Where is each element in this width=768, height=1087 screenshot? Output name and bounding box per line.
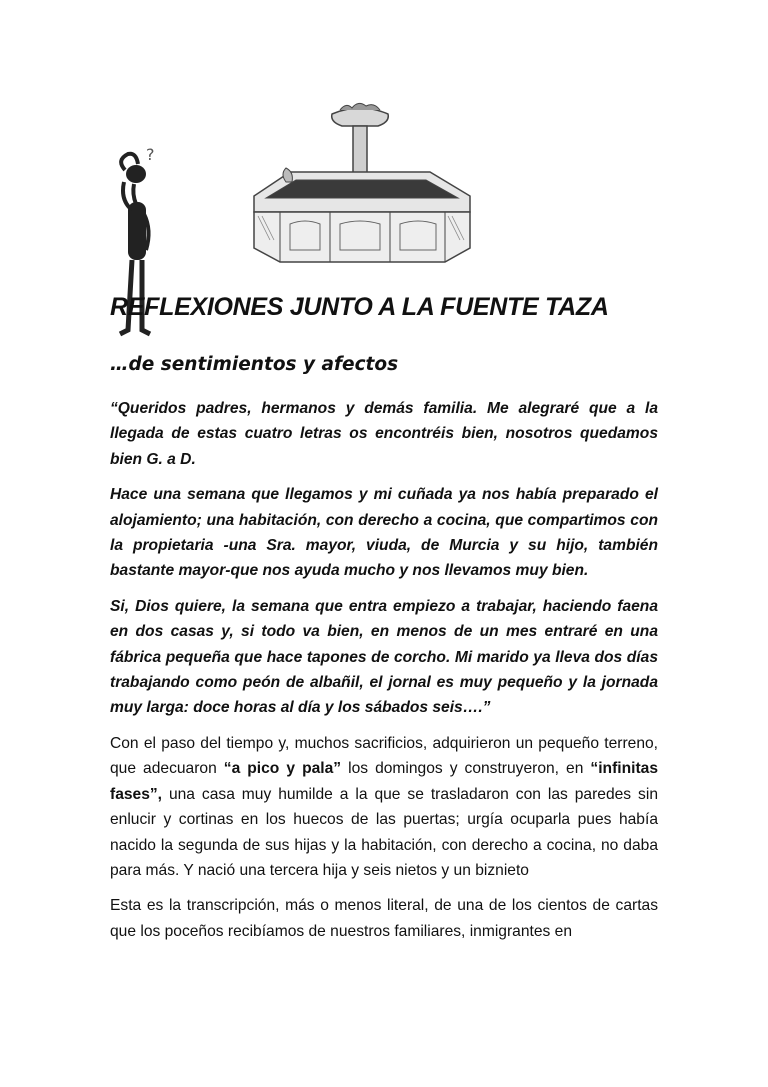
letter-paragraph-1: “Queridos padres, hermanos y demás familia. Me alegraré que a la llegada de estas cuatro letras os encontréis bien, nosotros quedamos bien G. a D. <box>110 400 658 468</box>
narrative-text: los domingos y construyeron, en <box>341 760 591 778</box>
narrative-paragraph-2: Esta es la transcripción, más o menos literal, de una de los cientos de cartas que los poceños recibíamos de nuestros familiares, inmigrantes en <box>110 897 658 940</box>
thinking-figure-icon <box>112 130 172 360</box>
header-illustration <box>100 100 480 270</box>
letter-paragraph-3: Si, Dios quiere, la semana que entra empiezo a trabajar, haciendo faena en dos casas y, si todo va bien, en menos de un mes entraré en una fábrica pequeña que hace tapones de corcho. Mi marido ya lleva dos días trabajando como peón de albañil, el jornal es muy pequeño y la jornada muy larga: doce horas al día y los sábados seis….” <box>110 597 658 717</box>
bold-phrase: “infinitas fases”, <box>110 760 658 803</box>
document-title: REFLEXIONES JUNTO A LA FUENTE TAZA <box>110 293 609 321</box>
narrative-paragraph-1 <box>110 731 658 883</box>
letter-paragraph-2: Hace una semana que llegamos y mi cuñada ya nos había preparado el alojamiento; una habitación, con derecho a cocina, que compartimos con la propietaria -una Sra. mayor, viuda, de Murcia y su hijo, también bastante mayor-que nos ayuda mucho y nos llevamos muy bien. <box>110 486 658 580</box>
question-mark: ? <box>146 145 155 164</box>
document-body <box>110 396 658 944</box>
narrative-text: una casa muy humilde a la que se trasladaron con las paredes sin enlucir y cortinas en los huecos de las puertas; urgía ocuparla pues había nacido la segunda de sus hijas y la habitación, con derecho a cocina, no daba para más. Y nació una tercera hija y seis nietos y un biznieto <box>110 785 658 879</box>
document-subtitle: …de sentimientos y afectos <box>110 354 399 375</box>
narrative-text: Con el paso del tiempo y, muchos sacrificios, adquirieron un pequeño terreno, que adecuaron <box>110 734 658 778</box>
bold-phrase: “a pico y pala” <box>223 760 342 778</box>
fountain-drawing <box>240 100 485 270</box>
